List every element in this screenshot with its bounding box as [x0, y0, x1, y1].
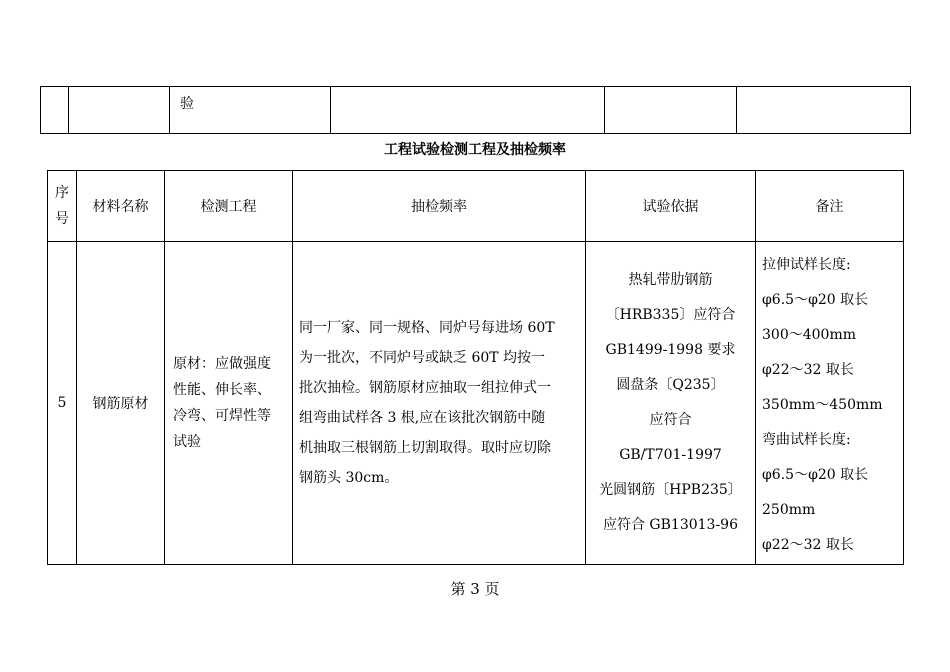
- cell-test-items: 原材：应做强度 性能、伸长率、 冷弯、可焊性等 试验: [165, 242, 293, 565]
- table-row: [48, 242, 904, 565]
- header-test-items: 检测工程: [165, 171, 293, 242]
- cell-material: 钢筋原材: [77, 242, 165, 565]
- table-cell: [605, 87, 737, 134]
- cell-frequency: 同一厂家、同一规格、同炉号每进场 60T 为一批次，不同炉号或缺乏 60T 均按一 批次抽检。钢筋原材应抽取一组拉伸式一 组弯曲试样各 3 根,应在该批次钢筋中随 机抽取三根钢筋上切割取得。取时应切除 钢筋头 30cm。: [293, 242, 586, 565]
- test-frequency-table: [47, 170, 904, 565]
- header-basis: 试验依据: [586, 171, 756, 242]
- table-header-row: [48, 171, 904, 242]
- cell-notes: 拉伸试样长度: φ6.5～φ20 取长 300～400mm φ22～32 取长 350mm～450mm 弯曲试样长度: φ6.5～φ20 取长 250mm φ22～32 取长: [756, 242, 904, 565]
- cell-basis: 热轧带肋钢筋 〔HRB335〕应符合 GB1499-1998 要求 圆盘条〔Q235〕 应符合 GB/T701-1997 光圆钢筋〔HPB235〕 应符合 GB13013-96: [586, 242, 756, 565]
- table-cell: [69, 87, 170, 134]
- table-cell: 验: [170, 87, 331, 134]
- top-fragment-table: [40, 86, 911, 134]
- header-material: 材料名称: [77, 171, 165, 242]
- table-cell: [737, 87, 911, 134]
- page-number: 第 3 页: [450, 580, 500, 598]
- page-title: 工程试验检测工程及抽检频率: [384, 142, 566, 158]
- table-row: [41, 87, 911, 134]
- table-cell: [331, 87, 605, 134]
- header-frequency: 抽检频率: [293, 171, 586, 242]
- header-seq: 序 号: [48, 171, 77, 242]
- table-cell: [41, 87, 69, 134]
- cell-seq: 5: [48, 242, 77, 565]
- header-notes: 备注: [756, 171, 904, 242]
